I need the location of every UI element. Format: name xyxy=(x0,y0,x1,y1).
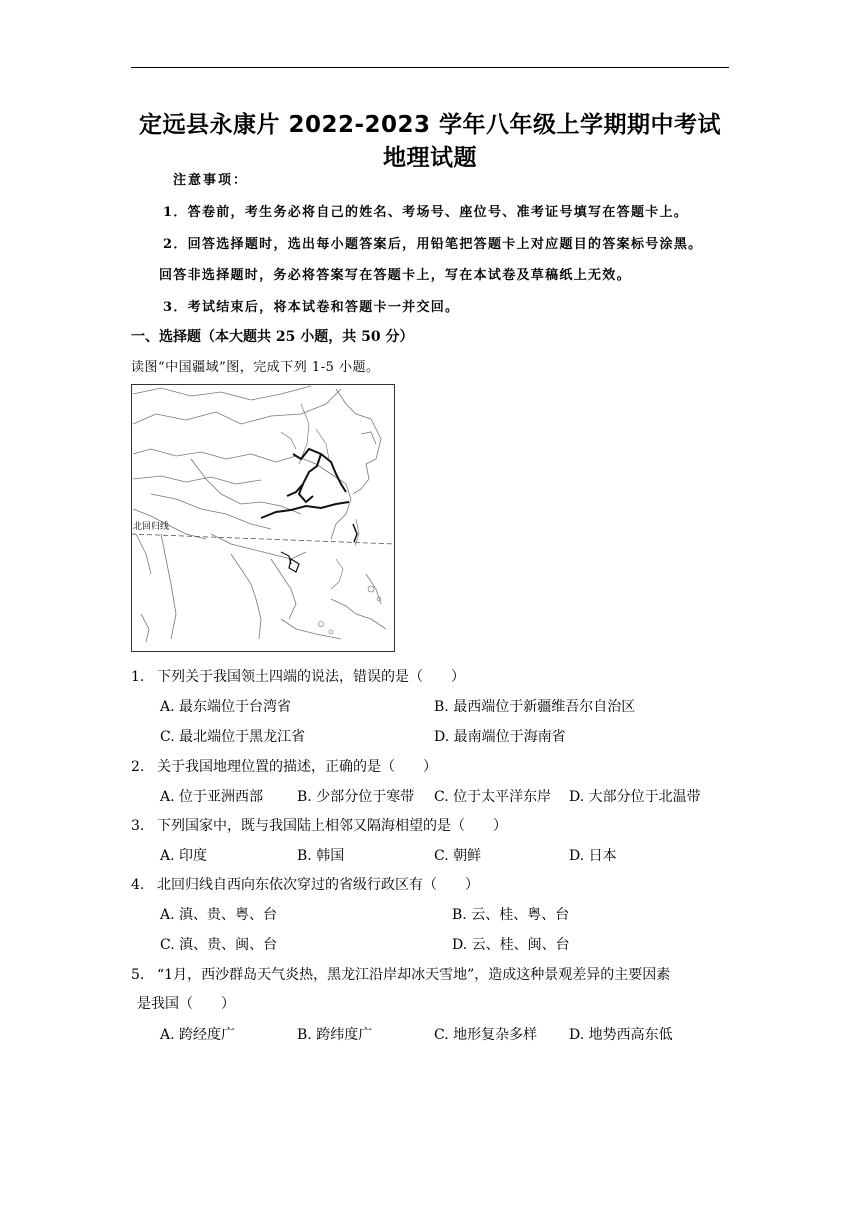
notice-item: 回答非选择题时，务必将答案写在答题卡上，写在本试卷及草稿纸上无效。 xyxy=(159,268,631,283)
section-title: 一、选择题（本大题共 25 小题，共 50 分） xyxy=(131,329,414,345)
question-4 xyxy=(131,874,479,894)
question-number: 2. xyxy=(131,759,145,775)
notice-item: 2．回答选择题时，选出每小题答案后，用铅笔把答题卡上对应题目的答案标号涂黑。 xyxy=(163,237,703,252)
question-number: 4. xyxy=(131,877,145,893)
question-number: 1. xyxy=(131,669,145,685)
exam-title: 定远县永康片 2022-2023 学年八年级上学期期中考试 xyxy=(138,112,722,138)
option-a: A. 最东端位于台湾省 xyxy=(160,699,292,715)
option-d: D. 地势西高东低 xyxy=(569,1027,673,1043)
option-b: B. 跨纬度广 xyxy=(297,1027,373,1043)
option-c: C. 最北端位于黑龙江省 xyxy=(160,729,306,745)
exam-subtitle: 地理试题 xyxy=(383,145,477,171)
option-a: A. 滇、贵、粤、台 xyxy=(160,907,278,923)
notice-heading: 注意事项： xyxy=(173,173,249,188)
question-stem: 关于我国地理位置的描述，正确的是（ ） xyxy=(157,759,437,775)
notice-item: 1．答卷前，考生务必将自己的姓名、考场号、座位号、准考证号填写在答题卡上。 xyxy=(163,205,689,220)
option-d: D. 大部分位于北温带 xyxy=(569,789,701,805)
option-c: C. 地形复杂多样 xyxy=(434,1027,538,1043)
option-b: B. 少部分位于寒带 xyxy=(297,789,415,805)
china-territory-map xyxy=(131,384,395,652)
question-5 xyxy=(131,964,670,984)
question-stem: “1月，西沙群岛天气炎热，黑龙江沿岸却冰天雪地”，造成这种景观差异的主要因素 xyxy=(157,967,671,983)
question-1 xyxy=(131,666,465,686)
question-stem-continued: 是我国（ ） xyxy=(137,996,235,1012)
option-c: C. 滇、贵、闽、台 xyxy=(160,937,278,953)
option-c: C. 位于太平洋东岸 xyxy=(434,789,552,805)
section-intro: 读图“中国疆域”图，完成下列 1-5 小题。 xyxy=(131,360,380,375)
option-a: A. 位于亚洲西部 xyxy=(160,789,264,805)
question-stem: 北回归线自西向东依次穿过的省级行政区有（ ） xyxy=(157,877,479,893)
option-a: A. 印度 xyxy=(160,848,208,864)
option-d: D. 云、桂、闽、台 xyxy=(452,937,570,953)
option-d: D. 最南端位于海南省 xyxy=(434,729,566,745)
option-c: C. 朝鲜 xyxy=(434,848,482,864)
option-d: D. 日本 xyxy=(569,848,617,864)
header-rule xyxy=(131,67,729,68)
question-2 xyxy=(131,756,437,776)
option-b: B. 最西端位于新疆维吾尔自治区 xyxy=(434,699,636,715)
option-b: B. 云、桂、粤、台 xyxy=(452,907,570,923)
question-stem: 下列关于我国领土四端的说法，错误的是（ ） xyxy=(157,669,465,685)
option-a: A. 跨经度广 xyxy=(160,1027,236,1043)
question-number: 5. xyxy=(131,967,145,983)
tropic-label: 北回归线 xyxy=(133,522,170,532)
option-b: B. 韩国 xyxy=(297,848,345,864)
question-number: 3. xyxy=(131,818,145,834)
question-3 xyxy=(131,815,507,835)
question-stem: 下列国家中，既与我国陆上相邻又隔海相望的是（ ） xyxy=(157,818,507,834)
notice-item: 3．考试结束后，将本试卷和答题卡一并交回。 xyxy=(163,300,460,315)
